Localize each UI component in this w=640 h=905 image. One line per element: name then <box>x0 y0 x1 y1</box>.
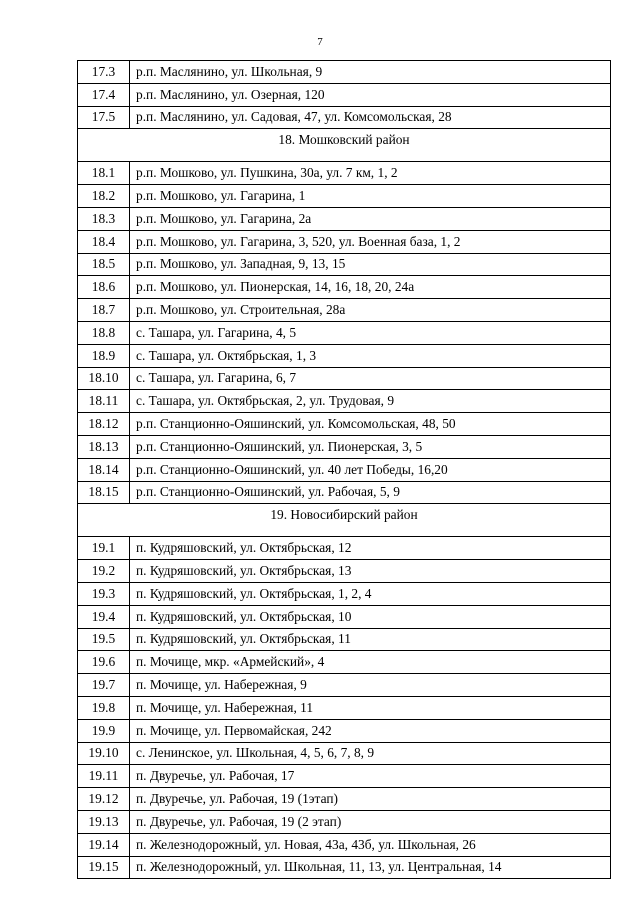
table-row <box>78 605 611 628</box>
row-address: с. Ленинское, ул. Школьная, 4, 5, 6, 7, 8, 9 <box>130 742 611 765</box>
table-row <box>78 230 611 253</box>
row-address: с. Ташара, ул. Гагарина, 6, 7 <box>130 367 611 390</box>
row-address: р.п. Маслянино, ул. Озерная, 120 <box>130 83 611 106</box>
row-address: с. Ташара, ул. Октябрьская, 2, ул. Трудовая, 9 <box>130 390 611 413</box>
table-row <box>78 833 611 856</box>
table-row <box>78 674 611 697</box>
table-row <box>78 390 611 413</box>
row-number: 17.5 <box>78 106 130 129</box>
table-row <box>78 742 611 765</box>
row-address: п. Кудряшовский, ул. Октябрьская, 13 <box>130 560 611 583</box>
table-row <box>78 83 611 106</box>
row-address: п. Кудряшовский, ул. Октябрьская, 10 <box>130 605 611 628</box>
row-address: р.п. Мошково, ул. Строительная, 28а <box>130 299 611 322</box>
table-row <box>78 276 611 299</box>
row-number: 19.13 <box>78 810 130 833</box>
row-address: с. Ташара, ул. Гагарина, 4, 5 <box>130 321 611 344</box>
row-number: 18.6 <box>78 276 130 299</box>
row-number: 18.4 <box>78 230 130 253</box>
table-row <box>78 367 611 390</box>
row-number: 18.13 <box>78 435 130 458</box>
row-number: 18.14 <box>78 458 130 481</box>
row-address: п. Мочище, ул. Первомайская, 242 <box>130 719 611 742</box>
row-number: 19.3 <box>78 582 130 605</box>
row-address: п. Железнодорожный, ул. Новая, 43а, 43б, ул. Школьная, 26 <box>130 833 611 856</box>
row-number: 19.8 <box>78 696 130 719</box>
row-address: р.п. Станционно-Ояшинский, ул. 40 лет Победы, 16,20 <box>130 458 611 481</box>
section-title: 19. Новосибирский район <box>78 504 611 537</box>
row-number: 18.8 <box>78 321 130 344</box>
address-table-body <box>78 61 611 879</box>
table-row <box>78 719 611 742</box>
row-number: 19.12 <box>78 788 130 811</box>
row-number: 18.10 <box>78 367 130 390</box>
row-address: р.п. Маслянино, ул. Садовая, 47, ул. Комсомольская, 28 <box>130 106 611 129</box>
table-row <box>78 321 611 344</box>
table-row <box>78 481 611 504</box>
section-header-row <box>78 129 611 162</box>
table-row <box>78 106 611 129</box>
section-title: 18. Мошковский район <box>78 129 611 162</box>
row-address: п. Кудряшовский, ул. Октябрьская, 11 <box>130 628 611 651</box>
row-address: р.п. Мошково, ул. Гагарина, 2а <box>130 207 611 230</box>
table-row <box>78 344 611 367</box>
row-address: п. Кудряшовский, ул. Октябрьская, 1, 2, 4 <box>130 582 611 605</box>
table-row <box>78 651 611 674</box>
row-number: 19.1 <box>78 537 130 560</box>
row-number: 18.9 <box>78 344 130 367</box>
table-row <box>78 856 611 879</box>
row-address: с. Ташара, ул. Октябрьская, 1, 3 <box>130 344 611 367</box>
row-number: 19.10 <box>78 742 130 765</box>
table-row <box>78 435 611 458</box>
row-number: 18.15 <box>78 481 130 504</box>
row-number: 18.7 <box>78 299 130 322</box>
row-number: 19.4 <box>78 605 130 628</box>
row-number: 18.1 <box>78 162 130 185</box>
row-address: р.п. Мошково, ул. Гагарина, 3, 520, ул. Военная база, 1, 2 <box>130 230 611 253</box>
row-number: 19.11 <box>78 765 130 788</box>
table-row <box>78 61 611 84</box>
table-row <box>78 185 611 208</box>
table-row <box>78 413 611 436</box>
row-address: р.п. Мошково, ул. Пионерская, 14, 16, 18, 20, 24а <box>130 276 611 299</box>
row-number: 19.6 <box>78 651 130 674</box>
row-address: п. Мочище, ул. Набережная, 9 <box>130 674 611 697</box>
row-address: р.п. Мошково, ул. Гагарина, 1 <box>130 185 611 208</box>
table-row <box>78 788 611 811</box>
row-address: р.п. Мошково, ул. Пушкина, 30а, ул. 7 км, 1, 2 <box>130 162 611 185</box>
row-address: п. Двуречье, ул. Рабочая, 19 (1этап) <box>130 788 611 811</box>
table-row <box>78 560 611 583</box>
row-number: 18.12 <box>78 413 130 436</box>
row-address: п. Двуречье, ул. Рабочая, 17 <box>130 765 611 788</box>
row-number: 18.2 <box>78 185 130 208</box>
row-address: р.п. Маслянино, ул. Школьная, 9 <box>130 61 611 84</box>
table-row <box>78 765 611 788</box>
row-number: 19.15 <box>78 856 130 879</box>
section-header-row <box>78 504 611 537</box>
table-row <box>78 810 611 833</box>
row-address: р.п. Станционно-Ояшинский, ул. Пионерская, 3, 5 <box>130 435 611 458</box>
row-number: 19.5 <box>78 628 130 651</box>
page-number: 7 <box>317 36 323 48</box>
row-address: р.п. Станционно-Ояшинский, ул. Комсомольская, 48, 50 <box>130 413 611 436</box>
row-number: 19.7 <box>78 674 130 697</box>
table-row <box>78 207 611 230</box>
row-number: 17.3 <box>78 61 130 84</box>
row-number: 17.4 <box>78 83 130 106</box>
row-address: р.п. Станционно-Ояшинский, ул. Рабочая, 5, 9 <box>130 481 611 504</box>
row-address: п. Двуречье, ул. Рабочая, 19 (2 этап) <box>130 810 611 833</box>
table-row <box>78 253 611 276</box>
table-row <box>78 537 611 560</box>
row-address: п. Железнодорожный, ул. Школьная, 11, 13, ул. Центральная, 14 <box>130 856 611 879</box>
table-row <box>78 628 611 651</box>
table-row <box>78 696 611 719</box>
row-address: п. Мочище, ул. Набережная, 11 <box>130 696 611 719</box>
table-row <box>78 458 611 481</box>
row-address: р.п. Мошково, ул. Западная, 9, 13, 15 <box>130 253 611 276</box>
row-number: 18.5 <box>78 253 130 276</box>
address-table <box>77 60 611 879</box>
row-address: п. Кудряшовский, ул. Октябрьская, 12 <box>130 537 611 560</box>
row-number: 19.14 <box>78 833 130 856</box>
row-number: 19.2 <box>78 560 130 583</box>
table-row <box>78 299 611 322</box>
row-address: п. Мочище, мкр. «Армейский», 4 <box>130 651 611 674</box>
row-number: 18.11 <box>78 390 130 413</box>
table-row <box>78 162 611 185</box>
row-number: 18.3 <box>78 207 130 230</box>
row-number: 19.9 <box>78 719 130 742</box>
table-row <box>78 582 611 605</box>
